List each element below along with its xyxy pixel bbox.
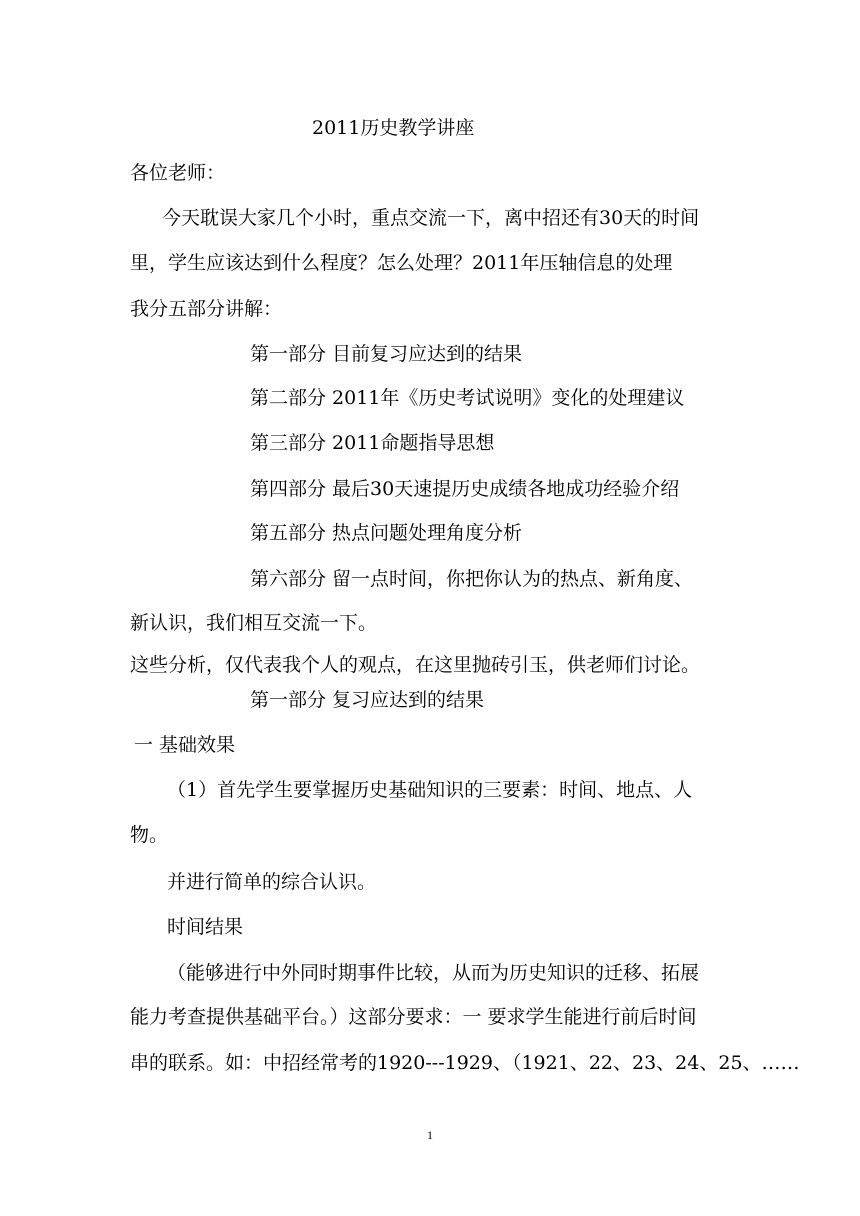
outline-part-5: 第五部分 热点问题处理角度分析 [250, 522, 523, 544]
paragraph-1-line-2: 物。 [130, 824, 169, 846]
paragraph-3: 时间结果 [167, 916, 244, 938]
paragraph-2: 并进行简单的综合认识。 [167, 871, 377, 893]
outline-part-6-continued: 新认识，我们相互交流一下。 [130, 612, 378, 634]
paragraph-4-line-1: （能够进行中外同时期事件比较，从而为历史知识的迁移、拓展 [167, 962, 700, 984]
outline-part-2: 第二部分 2011年《历史考试说明》变化的处理建议 [250, 387, 685, 409]
outline-part-4: 第四部分 最后30天速提历史成绩各地成功经验介绍 [250, 478, 680, 500]
outline-part-1: 第一部分 目前复习应达到的结果 [250, 343, 523, 365]
subheading: 一 基础效果 [134, 734, 236, 756]
salutation: 各位老师： [130, 162, 226, 184]
intro-line-1: 今天耽误大家几个小时，重点交流一下，离中招还有30天的时间 [162, 207, 700, 229]
section-heading: 第一部分 复习应达到的结果 [250, 689, 485, 711]
paragraph-4-line-3: 串的联系。如：中招经常考的1920---1929、（1921、22、23、24、25、…… [130, 1052, 800, 1074]
paragraph-4-line-2: 能力考查提供基础平台。）这部分要求：一 要求学生能进行前后时间 [130, 1006, 697, 1028]
paragraph-1-line-1: （1）首先学生要掌握历史基础知识的三要素：时间、地点、人 [167, 779, 693, 801]
outline-part-3: 第三部分 2011命题指导思想 [250, 432, 495, 454]
page-number: 1 [427, 1128, 433, 1142]
outline-part-6: 第六部分 留一点时间，你把你认为的热点、新角度、 [250, 568, 694, 590]
intro-line-2: 里，学生应该达到什么程度？怎么处理？2011年压轴信息的处理 [130, 252, 673, 274]
document-title: 2011历史教学讲座 [312, 117, 475, 139]
disclaimer: 这些分析，仅代表我个人的观点，在这里抛砖引玉，供老师们讨论。 [130, 654, 701, 676]
outline-intro: 我分五部分讲解： [130, 298, 283, 320]
